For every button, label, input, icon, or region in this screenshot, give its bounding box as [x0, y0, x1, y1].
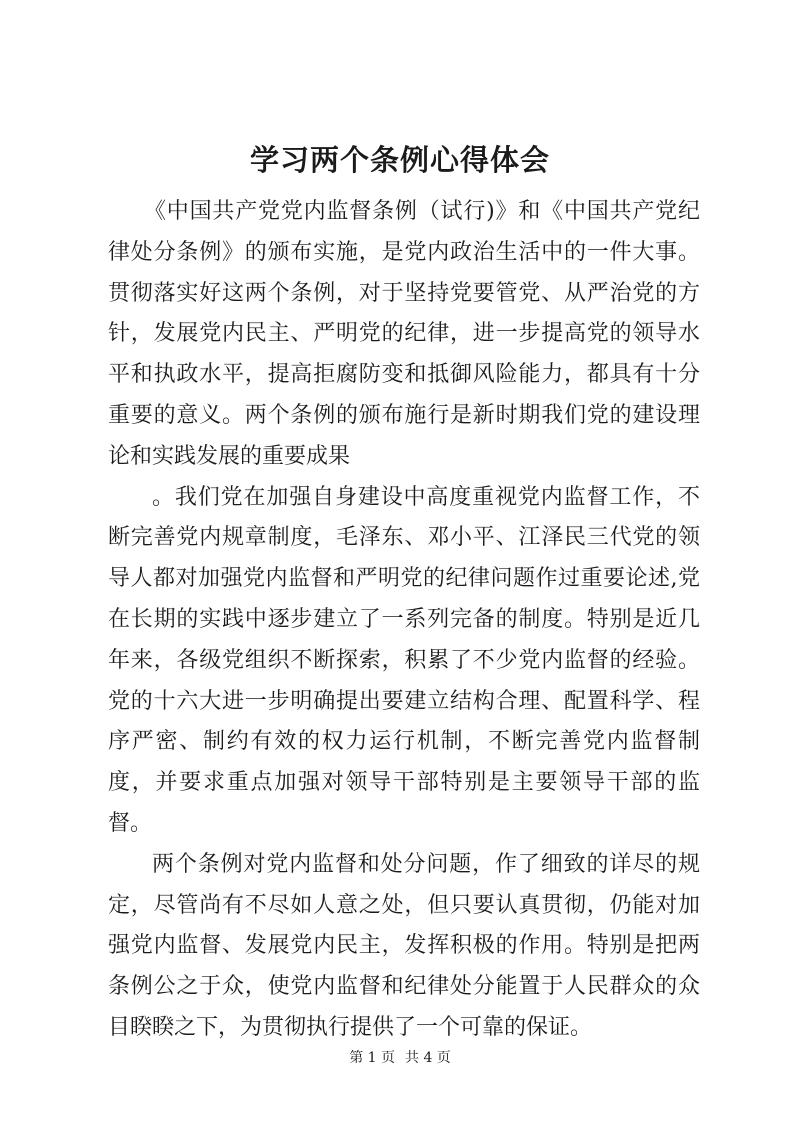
page-footer — [0, 1048, 800, 1068]
paragraph-3: 两个条例对党内监督和处分问题，作了细致的详尽的规定，尽管尚有不尽如人意之处，但只要认真贯彻，仍能对加强党内监督、发展党内民主，发挥积极的作用。特别是把两条例公之于众，使党内监督和纪律处分能置于人民群众的众目睽睽之下，为贯彻执行提供了一个可靠的保证。 — [108, 851, 700, 1040]
page-total: 共 4 页 — [405, 1050, 451, 1066]
document-title: 学习两个条例心得体会 — [249, 143, 550, 177]
page-number: 第 1 页 — [349, 1050, 395, 1066]
paragraph-2: 。我们党在加强自身建设中高度重视党内监督工作，不断完善党内规章制度，毛泽东、邓小平、江泽民三代党的领导人都对加强党内监督和严明党的纪律问题作过重要论述,党在长期的实践中逐步建立了一系列完备的制度。特别是近几年来，各级党组织不断探索，积累了不少党内监督的经验。党的十六大进一步明确提出要建立结构合理、配置科学、程序严密、制约有效的权力运行机制，不断完善党内监督制度，并要求重点加强对领导干部特别是主要领导干部的监督。 — [108, 484, 700, 836]
paragraph-1: 《中国共产党党内监督条例（试行)》和《中国共产党纪律处分条例》的颁布实施，是党内政治生活中的一件大事。贯彻落实好这两个条例，对于坚持党要管党、从严治党的方针，发展党内民主、严明党的纪律，进一步提高党的领导水平和执政水平，提高拒腐防变和抵御风险能力，都具有十分重要的意义。两个条例的颁布施行是新时期我们党的建设理论和实践发展的重要成果 — [108, 199, 700, 469]
document-body — [108, 192, 700, 1049]
